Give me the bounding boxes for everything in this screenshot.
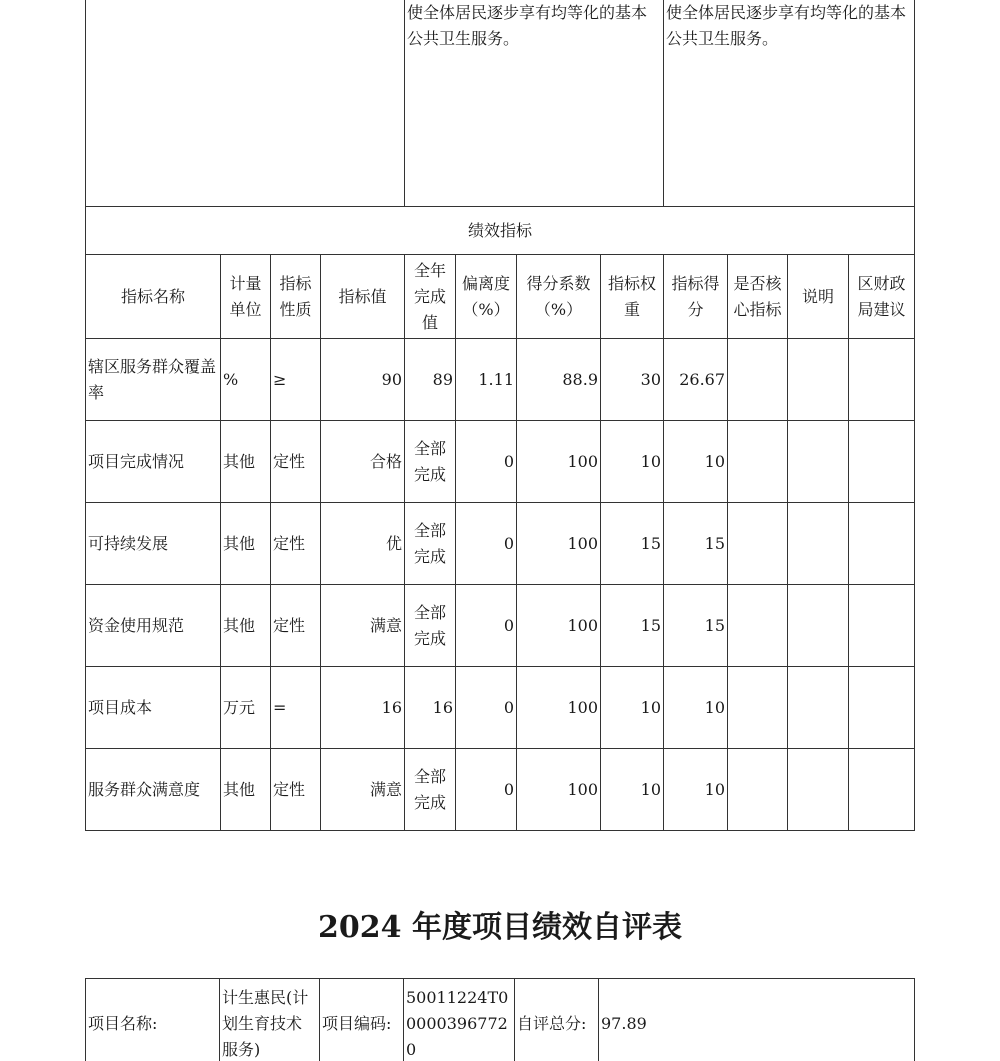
cell-name: 项目完成情况 [86,421,221,503]
header-deviation: 偏离度（%） [456,255,517,339]
cell-nature: 定性 [271,585,321,667]
cell-score: 15 [664,585,728,667]
cell-target: 合格 [321,421,405,503]
cell-target: 满意 [321,749,405,831]
cell-nature: 定性 [271,421,321,503]
cell-unit: 其他 [221,749,271,831]
cell-nature: 定性 [271,503,321,585]
cell-weight: 30 [601,339,664,421]
cell-deviation: 0 [456,421,517,503]
self-score-label: 自评总分: [515,979,599,1061]
cell-score: 10 [664,421,728,503]
cell-unit: 万元 [221,667,271,749]
project-code-value: 50011224T000003967720 [404,979,515,1061]
cell-score: 15 [664,503,728,585]
cell-deviation: 0 [456,503,517,585]
cell-name: 资金使用规范 [86,585,221,667]
header-target: 指标值 [321,255,405,339]
cell-target: 满意 [321,585,405,667]
cell-weight: 10 [601,667,664,749]
cell-actual: 全部完成 [405,749,456,831]
cell-target: 优 [321,503,405,585]
cell-deviation: 0 [456,667,517,749]
cell-name: 项目成本 [86,667,221,749]
document-title: 2024 年度项目绩效自评表 [318,910,682,945]
header-coef: 得分系数（%） [517,255,601,339]
cell-deviation: 0 [456,585,517,667]
header-score: 指标得分 [664,255,728,339]
cell-actual: 全部完成 [405,585,456,667]
header-unit: 计量单位 [221,255,271,339]
header-note: 说明 [788,255,849,339]
cell-coef: 100 [517,585,601,667]
cell-nature: 定性 [271,749,321,831]
section-title: 绩效指标 [86,207,915,255]
cell-weight: 10 [601,421,664,503]
header-actual: 全年完成值 [405,255,456,339]
cell-weight: 15 [601,585,664,667]
self-score-value: 97.89 [599,979,915,1061]
cell-unit: % [221,339,271,421]
cell-coef: 100 [517,749,601,831]
header-weight: 指标权重 [601,255,664,339]
cell-actual: 全部完成 [405,503,456,585]
header-advice: 区财政局建议 [849,255,915,339]
cell-nature: = [271,667,321,749]
project-name-value: 计生惠民(计划生育技术服务) [220,979,320,1061]
cell-actual: 全部完成 [405,421,456,503]
header-name: 指标名称 [86,255,221,339]
cell-actual: 16 [405,667,456,749]
goal-cell-a: 使全体居民逐步享有均等化的基本公共卫生服务。 [405,0,664,207]
cell-weight: 10 [601,749,664,831]
cell-coef: 88.9 [517,339,601,421]
cell-deviation: 1.11 [456,339,517,421]
cell-score: 26.67 [664,339,728,421]
cell-unit: 其他 [221,503,271,585]
cell-deviation: 0 [456,749,517,831]
cell-nature: ≥ [271,339,321,421]
project-info-table [85,978,915,1061]
cell-score: 10 [664,749,728,831]
info-row [86,979,915,1061]
cell-target: 16 [321,667,405,749]
cell-score: 10 [664,667,728,749]
cell-coef: 100 [517,421,601,503]
cell-name: 可持续发展 [86,503,221,585]
cell-name: 辖区服务群众覆盖率 [86,339,221,421]
header-nature: 指标性质 [271,255,321,339]
cell-weight: 15 [601,503,664,585]
project-name-label: 项目名称: [86,979,220,1061]
cell-coef: 100 [517,503,601,585]
cell-name: 服务群众满意度 [86,749,221,831]
project-code-label: 项目编码: [320,979,404,1061]
cell-coef: 100 [517,667,601,749]
cell-target: 90 [321,339,405,421]
cell-unit: 其他 [221,421,271,503]
cell-actual: 89 [405,339,456,421]
goal-cell-b: 使全体居民逐步享有均等化的基本公共卫生服务。 [664,0,915,207]
header-core: 是否核心指标 [728,255,788,339]
cell-unit: 其他 [221,585,271,667]
